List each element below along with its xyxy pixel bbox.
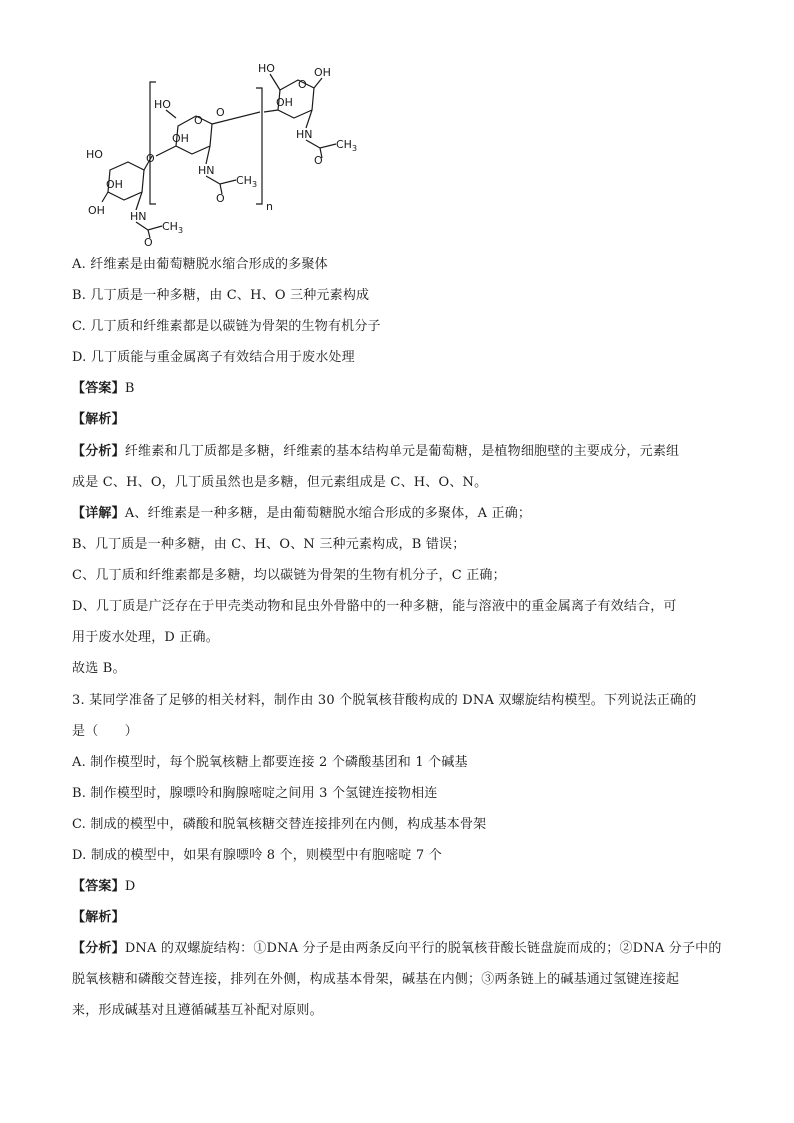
label-ho-4: HO [258, 62, 275, 75]
label-ch3-2: $CH_3$ [236, 174, 258, 189]
q2-fenxi-tag: 【分析】 [72, 444, 125, 459]
q2-xiangjie-d-1: D、几丁质是广泛存在于甲壳类动物和昆虫外骨骼中的一种多糖，能与溶液中的重金属离子有效结合，可 [72, 599, 677, 614]
q3-fenxi-text-1: DNA 的双螺旋结构：①DNA 分子是由两条反向平行的脱氧核苷酸长链盘旋而成的；②DNA 分子中的 [124, 941, 722, 956]
q3-fenxi-tag: 【分析】 [72, 941, 125, 956]
q2-answer-value: B [124, 381, 135, 396]
q3-answer-value: D [124, 879, 136, 894]
q2-xiangjie-c: C、几丁质和纤维素都是多糖，均以碳链为骨架的生物有机分子，C 正确； [72, 568, 506, 583]
q2-fenxi-line-1 [72, 443, 724, 461]
q2-conclusion: 故选 B。 [72, 661, 126, 676]
q2-answer-line [72, 380, 724, 398]
label-hn-1: HN [130, 210, 147, 223]
label-n-subscript: n [266, 200, 273, 213]
q2-analysis-label: 【解析】 [72, 412, 125, 427]
q2-xiangjie-line-a [72, 505, 724, 523]
q3-option-d: D. 制成的模型中，如果有腺嘌呤 8 个，则模型中有胞嘧啶 7 个 [72, 848, 442, 863]
label-ring-o-3: O [298, 78, 307, 91]
q2-fenxi-line-2: 成是 C、H、O，几丁质虽然也是多糖，但元素组成是 C、H、O、N。 [72, 475, 488, 490]
q2-answer-tag: 【答案】 [72, 381, 125, 396]
label-oh-3: OH [172, 132, 189, 145]
label-o-carbonyl-3: O [314, 154, 323, 167]
label-oh-5: OH [276, 96, 293, 109]
label-ch3-1: $CH_3$ [162, 220, 184, 235]
label-link-o-2: O [216, 106, 225, 119]
q3-stem-2: 是（ ） [72, 724, 139, 739]
label-o-carbonyl-2: O [216, 192, 225, 205]
q3-option-c: C. 制成的模型中，磷酸和脱氧核糖交替连接排列在内侧，构成基本骨架 [72, 817, 487, 832]
q3-analysis-label: 【解析】 [72, 910, 125, 925]
q3-answer-line [72, 878, 724, 896]
q2-analysis-tag [72, 411, 724, 429]
q2-option-d: D. 几丁质能与重金属离子有效结合用于废水处理 [72, 350, 355, 365]
q3-option-a: A. 制作模型时，每个脱氧核糖上都要连接 2 个磷酸基团和 1 个碱基 [72, 755, 468, 770]
q2-option-c: C. 几丁质和纤维素都是以碳链为骨架的生物有机分子 [72, 319, 381, 334]
q2-xiangjie-a: A、纤维素是一种多糖，是由葡萄糖脱水缩合形成的多聚体，A 正确； [124, 506, 532, 521]
label-oh-4: OH [314, 66, 331, 79]
label-ho-2: HO [154, 98, 171, 111]
q2-xiangjie-d-2: 用于废水处理，D 正确。 [72, 630, 219, 645]
q3-stem-1: 3. 某同学准备了足够的相关材料，制作由 30 个脱氧核苷酸构成的 DNA 双螺旋结构模型。下列说法正确的 [72, 693, 697, 708]
q2-option-b: B. 几丁质是一种多糖，由 C、H、O 三种元素构成 [72, 288, 370, 303]
label-oh-2: OH [88, 204, 105, 217]
label-hn-2: HN [198, 164, 215, 177]
label-oh-1: OH [106, 178, 123, 191]
q2-xiangjie-tag: 【详解】 [72, 506, 125, 521]
q3-fenxi-line-2: 脱氧核糖和磷酸交替连接，排列在外侧，构成基本骨架，碱基在内侧；③两条链上的碱基通过氢键连接起 [72, 972, 680, 987]
q2-option-a: A. 纤维素是由葡萄糖脱水缩合形成的多聚体 [72, 257, 328, 272]
q3-fenxi-line-1 [72, 940, 724, 958]
label-ho-1: HO [86, 148, 103, 161]
q3-fenxi-line-3: 来，形成碱基对且遵循碱基互补配对原则。 [72, 1003, 323, 1018]
label-ch3-3: $CH_3$ [336, 138, 358, 153]
q3-analysis-tag [72, 909, 724, 927]
chitin-structure-diagram [70, 52, 380, 252]
q2-fenxi-text-1: 纤维素和几丁质都是多糖，纤维素的基本结构单元是葡萄糖，是植物细胞壁的主要成分，元素组 [124, 444, 680, 459]
label-link-o-1: O [146, 152, 155, 165]
q3-answer-tag: 【答案】 [72, 879, 125, 894]
label-o-carbonyl-1: O [144, 236, 153, 249]
q2-xiangjie-b: B、几丁质是一种多糖，由 C、H、O、N 三种元素构成，B 错误； [72, 537, 466, 552]
q3-option-b: B. 制作模型时，腺嘌呤和胸腺嘧啶之间用 3 个氢键连接物相连 [72, 786, 438, 801]
chitin-structure-figure [70, 52, 380, 252]
label-hn-3: HN [296, 128, 313, 141]
label-ring-o-2: O [194, 114, 203, 127]
